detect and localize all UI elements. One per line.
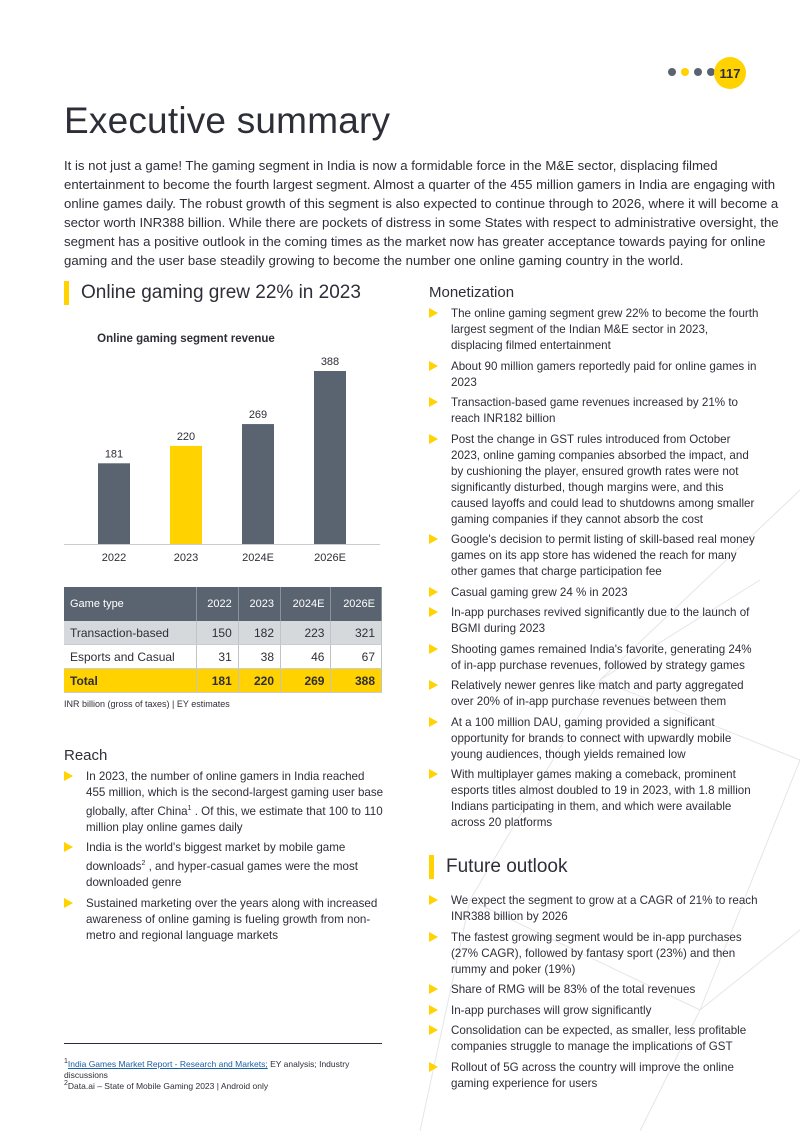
table-header-cell: Game type [64, 587, 196, 621]
list-item [64, 896, 384, 944]
table-header-row [64, 587, 382, 621]
chart-title: Online gaming segment revenue [97, 333, 275, 345]
intro-paragraph: It is not just a game! The gaming segment in India is now a formidable force in the M&E sector, displacing filmed entertainment to become the fourth largest segment. Almost a quarter of the 455 million gamers in India are engaging with online games daily. The robust growth of this segment is also expected to continue through to 2026, where it will become a sector worth INR388 billion. While there are pockets of distress in some States with respect to administrative oversight, the segment has a positive outlook in the coming times as the market now has greater acceptance towards paying for online gaming and the user base steadily growing to become the number one online gaming country in the world. [64, 158, 779, 268]
list-item [429, 359, 759, 391]
chart-category-label: 2026E [314, 552, 346, 564]
footnote-link[interactable]: India Games Market Report - Research and Markets; [67, 1058, 268, 1069]
list-item [429, 1023, 759, 1055]
table-header-cell: 2023 [238, 587, 280, 621]
dot [668, 68, 676, 76]
list-item-text: Casual gaming grew 24 % in 2023 [451, 585, 628, 599]
list-item [429, 767, 759, 831]
list-item-text: With multiplayer games making a comeback, prominent esports titles almost doubled to 19 in 2023, with 1.8 million Indians participating in them, and which were available across 20 platforms [451, 768, 751, 829]
footnote-text: Data.ai – State of Mobile Gaming 2023 | Android only [67, 1080, 269, 1091]
list-item-text: Post the change in GST rules introduced from October 2023, online gaming companies absorbed the impact, and by cushioning the player, ensured growth rates were not significantly disturbed, though margins were, and this caused layoffs and could lead to shutdowns among smaller gaming companies if they cannot absorb the cost [451, 432, 755, 526]
list-item [429, 432, 759, 528]
list-item-text: In-app purchases revived significantly due to the launch of BGMI during 2023 [451, 606, 750, 635]
table-cell: 150 [196, 621, 238, 645]
list-item-text: India is the world's biggest market by mobile game downloads [86, 841, 346, 874]
arrow-bullet-icon [429, 1005, 438, 1015]
arrow-bullet-icon [429, 434, 438, 444]
list-item-text: . Of this, we estimate that 100 to 110 million play online games daily [86, 804, 383, 834]
list-item-text: The fastest growing segment would be in-app purchases (27% CAGR), followed by fantasy sport (23%) and then rummy and poker (19%) [451, 930, 742, 976]
monetization-title: Monetization [429, 284, 515, 301]
table-cell: 269 [281, 669, 331, 693]
arrow-bullet-icon [429, 932, 438, 942]
list-item [429, 532, 759, 580]
arrow-bullet-icon [429, 1062, 438, 1072]
table-cell: 38 [238, 645, 280, 669]
list-item-text: Google's decision to permit listing of skill-based real money games on its app store has widened the reach for many other games that charge participation fee [451, 533, 755, 578]
arrow-bullet-icon [429, 361, 438, 371]
arrow-bullet-icon [429, 308, 438, 318]
list-item-text: Transaction-based game revenues increased by 21% to reach INR182 billion [451, 396, 739, 425]
footnote-divider [64, 1043, 382, 1044]
list-item-text: Consolidation can be expected, as smaller, less profitable companies struggle to manage the implications of GST [451, 1024, 747, 1053]
list-item-text: Shooting games remained India's favorite, generating 24% of in-app purchase revenues, followed by strategy games [451, 642, 752, 672]
reach-title: Reach [64, 747, 108, 764]
dot [694, 68, 702, 76]
footnote-2 [64, 1078, 384, 1092]
monetization-list [429, 306, 759, 836]
section-title-online-gaming: Online gaming grew 22% in 2023 [64, 281, 361, 305]
arrow-bullet-icon [429, 680, 438, 690]
arrow-bullet-icon [429, 644, 438, 654]
chart-bar-2026E [314, 371, 346, 544]
page-dots [668, 68, 715, 76]
chart-bar-2023 [170, 446, 202, 544]
chart-bar-2022 [98, 463, 130, 544]
list-item-text: Relatively newer genres like match and party aggregated over 20% of in-app purchase revenues between them [451, 679, 744, 708]
table-row [64, 621, 382, 645]
table-cell: Total [64, 669, 196, 693]
table-total-row [64, 669, 382, 693]
chart-data-label: 269 [248, 409, 268, 422]
table-row [64, 645, 382, 669]
list-item-text: In 2023, the number of online gamers in India reached 455 million, which is the second-largest gaming user base globally, after China [86, 770, 384, 818]
table-header-cell: 2022 [196, 587, 238, 621]
page-title: Executive summary [64, 100, 391, 141]
table-cell: 321 [331, 621, 382, 645]
arrow-bullet-icon [64, 771, 73, 781]
list-item [429, 306, 759, 354]
table-cell: Esports and Casual [64, 645, 196, 669]
table-cell: 388 [331, 669, 382, 693]
table-cell: 181 [196, 669, 238, 693]
list-item-text: The online gaming segment grew 22% to become the fourth largest segment of the Indian M&E sector in 2023, displacing filmed entertainment [451, 307, 759, 352]
list-item [429, 1060, 759, 1092]
arrow-bullet-icon [429, 397, 438, 407]
reach-list [64, 769, 384, 948]
list-item [429, 715, 759, 763]
arrow-bullet-icon [429, 769, 438, 779]
list-item-text: Rollout of 5G across the country will improve the online gaming experience for users [451, 1060, 734, 1090]
table-cell: 46 [281, 645, 331, 669]
game-type-table [64, 587, 382, 693]
chart-data-label: 181 [104, 448, 124, 461]
list-item [429, 982, 759, 998]
table-header-cell: 2026E [331, 587, 382, 621]
footnote-number: 2 [64, 1080, 68, 1087]
page-number: 117 [714, 57, 746, 89]
table-cell: 220 [238, 669, 280, 693]
arrow-bullet-icon [429, 984, 438, 994]
table-source-note: INR billion (gross of taxes) | EY estimates [64, 699, 230, 709]
arrow-bullet-icon [429, 717, 438, 727]
list-item-text: About 90 million gamers reportedly paid for online games in 2023 [451, 359, 757, 389]
section-title-future-outlook: Future outlook [429, 855, 567, 879]
list-item [429, 395, 759, 427]
list-item [64, 769, 384, 836]
arrow-bullet-icon [64, 898, 73, 908]
chart-category-label: 2024E [242, 552, 274, 564]
footnote-ref: 1 [187, 805, 192, 812]
list-item-text: Share of RMG will be 83% of the total revenues [451, 983, 696, 996]
arrow-bullet-icon [429, 534, 438, 544]
chart-data-label: 388 [320, 356, 340, 368]
list-item-text: Sustained marketing over the years along with increased awareness of online gaming is fueling growth from non-metro and regional language markets [86, 896, 378, 942]
list-item [429, 930, 759, 978]
list-item-text: At a 100 million DAU, gaming provided a significant opportunity for brands to connect with upwardly mobile young audiences, though yields remained low [451, 715, 732, 761]
list-item [429, 893, 759, 925]
list-item [429, 585, 759, 601]
arrow-bullet-icon [429, 607, 438, 617]
list-item [64, 840, 384, 891]
chart-data-label: 220 [176, 430, 196, 443]
dot-active [681, 68, 689, 76]
footnote-text: EY analysis; Industry discussions [64, 1058, 350, 1080]
list-item-text: In-app purchases will grow significantly [451, 1003, 652, 1017]
arrow-bullet-icon [429, 587, 438, 597]
table-cell: 67 [331, 645, 382, 669]
future-outlook-list [429, 893, 759, 1096]
arrow-bullet-icon [429, 1025, 438, 1035]
table-header-cell: 2024E [281, 587, 331, 621]
arrow-bullet-icon [64, 842, 73, 852]
list-item [429, 1003, 759, 1019]
list-item [429, 678, 759, 710]
footnote-ref: 2 [141, 860, 146, 868]
arrow-bullet-icon [429, 895, 438, 905]
table-cell: 182 [238, 621, 280, 645]
list-item [429, 642, 759, 674]
chart-bar-2024E [242, 424, 274, 544]
table-cell: 223 [281, 621, 331, 645]
chart-category-label: 2022 [101, 552, 127, 564]
footnote-number: 1 [64, 1058, 68, 1065]
revenue-bar-chart [64, 325, 384, 575]
chart-category-label: 2023 [173, 552, 199, 564]
table-cell: Transaction-based [64, 621, 196, 645]
list-item-text: We expect the segment to grow at a CAGR of 21% to reach INR388 billion by 2026 [451, 894, 758, 923]
table-cell: 31 [196, 645, 238, 669]
list-item [429, 605, 759, 637]
list-item-text: , and hyper-casual games were the most downloaded genre [86, 860, 358, 890]
